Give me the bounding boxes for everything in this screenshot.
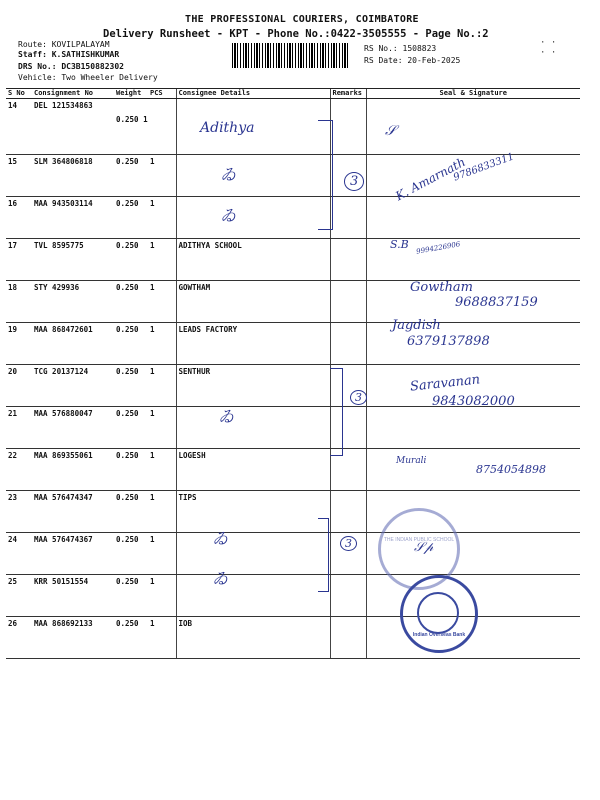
handwritten-signature: S.B: [390, 238, 409, 251]
col-consignee: Consignee Details: [176, 89, 330, 99]
handwritten-signature: 𝒮𝓅: [414, 540, 434, 555]
consignment-cell: MAA 576880047: [32, 407, 114, 449]
table-row: [6, 239, 580, 281]
remarks-cell: [330, 281, 366, 323]
sno-cell: 22: [6, 449, 32, 491]
runsheet-table: [6, 88, 580, 659]
consignment-cell: DEL 121534863: [32, 99, 114, 155]
handwritten-remark: 3: [350, 390, 367, 405]
col-sno: S No: [6, 89, 32, 99]
table-row: [6, 197, 580, 239]
handwritten-phone: 9786833311: [452, 151, 516, 184]
pcs-cell: 1: [148, 323, 176, 365]
bank-name: Indian Overseas Bank: [412, 632, 466, 638]
consignment-cell: STY 429936: [32, 281, 114, 323]
weight-cell: 0.250: [114, 449, 148, 491]
consignee-cell: ADITHYA SCHOOL: [176, 239, 330, 281]
vehicle-label: Vehicle: Two Wheeler Delivery: [18, 73, 158, 82]
pcs-cell: 1: [148, 491, 176, 533]
weight-cell: 0.250: [114, 617, 148, 659]
handwritten-phone: 6379137898: [407, 334, 490, 349]
handwritten-remark: 3: [340, 536, 357, 551]
scan-specks: · · · ·: [540, 38, 557, 58]
signature-cell: [366, 99, 580, 155]
remarks-cell: [330, 491, 366, 533]
weight-cell: 0.250: [114, 323, 148, 365]
sno-cell: 25: [6, 575, 32, 617]
consignee-cell: [176, 407, 330, 449]
handwritten-phone: 8754054898: [476, 463, 546, 476]
sno-cell: 16: [6, 197, 32, 239]
col-pcs: PCS: [148, 89, 176, 99]
sno-cell: 21: [6, 407, 32, 449]
handwritten-tick: ゐ: [212, 529, 229, 548]
stamp-text: THE INDIAN PUBLIC SCHOOL: [383, 537, 455, 543]
consignment-cell: MAA 576474347: [32, 491, 114, 533]
signature-cell: [366, 197, 580, 239]
pcs-cell: 1: [148, 281, 176, 323]
weight-cell: 0.250: [114, 155, 148, 197]
consignment-cell: TCG 20137124: [32, 365, 114, 407]
pcs-cell: 1: [148, 155, 176, 197]
consignment-cell: KRR 50151554: [32, 575, 114, 617]
signature-cell: [366, 449, 580, 491]
handwritten-phone: 9994226906: [415, 240, 461, 256]
consignee-cell: [176, 575, 330, 617]
handwritten-tick: ゐ: [220, 165, 237, 184]
col-weight: Weight: [114, 89, 148, 99]
rs-number: RS No.: 1508823: [364, 44, 437, 53]
pcs-cell: 1: [148, 407, 176, 449]
col-signature: Seal & Signature: [366, 89, 580, 99]
pcs-cell: 1: [148, 533, 176, 575]
handwritten-bracket: [318, 120, 333, 230]
sno-cell: 20: [6, 365, 32, 407]
handwritten-tick: ゐ: [212, 569, 229, 588]
table-header-row: [6, 89, 580, 99]
consignment-cell: MAA 869355061: [32, 449, 114, 491]
barcode: [232, 43, 350, 68]
remarks-cell: [330, 197, 366, 239]
pcs-cell: 1: [148, 575, 176, 617]
col-consignment: Consignment No: [32, 89, 114, 99]
sno-cell: 23: [6, 491, 32, 533]
table-row: [6, 491, 580, 533]
table-row: [6, 407, 580, 449]
consignee-cell: [176, 197, 330, 239]
weight-cell: 0.250: [114, 239, 148, 281]
handwritten-phone: 9688837159: [455, 295, 538, 310]
table-row: [6, 533, 580, 575]
rs-date: RS Date: 20-Feb-2025: [364, 56, 461, 65]
route-label: Route: KOVILPALAYAM: [18, 40, 110, 49]
consignment-cell: MAA 576474367: [32, 533, 114, 575]
table-row: [6, 323, 580, 365]
handwritten-signature: Saravanan: [409, 372, 481, 395]
handwritten-signature: K. Amarnath: [393, 154, 468, 204]
handwritten-phone: 9843082000: [432, 394, 515, 409]
weight-pcs-cell: 0.250 1: [114, 99, 176, 155]
pcs-cell: 1: [148, 617, 176, 659]
table-row: [6, 99, 580, 155]
weight-cell: 0.250: [114, 575, 148, 617]
pcs-cell: 1: [148, 197, 176, 239]
consignee-cell: [176, 533, 330, 575]
weight-cell: 0.250: [114, 533, 148, 575]
handwritten-bracket: [318, 518, 329, 592]
sno-cell: 17: [6, 239, 32, 281]
consignee-cell: IOB: [176, 617, 330, 659]
remarks-cell: [330, 323, 366, 365]
sno-cell: 24: [6, 533, 32, 575]
remarks-cell: [330, 575, 366, 617]
sno-cell: 15: [6, 155, 32, 197]
table-row: [6, 575, 580, 617]
handwritten-signature: Murali: [396, 456, 427, 466]
weight-cell: 0.250: [114, 281, 148, 323]
table-row: [6, 617, 580, 659]
handwritten-tick: ゐ: [220, 206, 237, 225]
handwritten-signature: Gowtham: [410, 280, 474, 295]
pcs-cell: 1: [148, 239, 176, 281]
consignment-cell: SLM 364806818: [32, 155, 114, 197]
sno-cell: 14: [6, 99, 32, 155]
weight-cell: 0.250: [114, 197, 148, 239]
consignment-cell: MAA 943503114: [32, 197, 114, 239]
weight-cell: 0.250: [114, 491, 148, 533]
company-name: THE PROFESSIONAL COURIERS, COIMBATORE: [185, 14, 419, 25]
handwritten-remark: 3: [344, 172, 364, 191]
consignee-cell: TIPS: [176, 491, 330, 533]
pcs-cell: 1: [148, 365, 176, 407]
weight-cell: 0.250: [114, 407, 148, 449]
consignee-cell: SENTHUR: [176, 365, 330, 407]
pcs-cell: 1: [148, 449, 176, 491]
sno-cell: 26: [6, 617, 32, 659]
staff-label: Staff: K.SATHISHKUMAR: [18, 50, 120, 59]
remarks-cell: [330, 617, 366, 659]
consignee-cell: GOWTHAM: [176, 281, 330, 323]
sno-cell: 18: [6, 281, 32, 323]
handwritten-bracket: [330, 368, 343, 456]
handwritten-initial: 𝒮: [385, 123, 396, 139]
bank-stamp-inner-ring: [417, 592, 459, 634]
drs-number: DRS No.: DC3B150882302: [18, 62, 124, 71]
consignee-cell: LEADS FACTORY: [176, 323, 330, 365]
consignment-cell: MAA 868692133: [32, 617, 114, 659]
handwritten-signature: Jagdish: [392, 318, 441, 333]
col-remarks: Remarks: [330, 89, 366, 99]
handwritten-tick: ゐ: [218, 407, 235, 426]
consignee-cell: LOGESH: [176, 449, 330, 491]
bank-stamp: [400, 575, 478, 653]
sno-cell: 19: [6, 323, 32, 365]
signature-cell: [366, 407, 580, 449]
remarks-cell: [330, 99, 366, 155]
weight-cell: 0.250: [114, 365, 148, 407]
consignment-cell: MAA 868472601: [32, 323, 114, 365]
handwritten-name: Adithya: [200, 120, 255, 136]
remarks-cell: [330, 239, 366, 281]
runsheet-title: Delivery Runsheet - KPT - Phone No.:0422-3505555 - Page No.:2: [103, 28, 489, 40]
consignee-cell: [176, 155, 330, 197]
consignment-cell: TVL 8595775: [32, 239, 114, 281]
